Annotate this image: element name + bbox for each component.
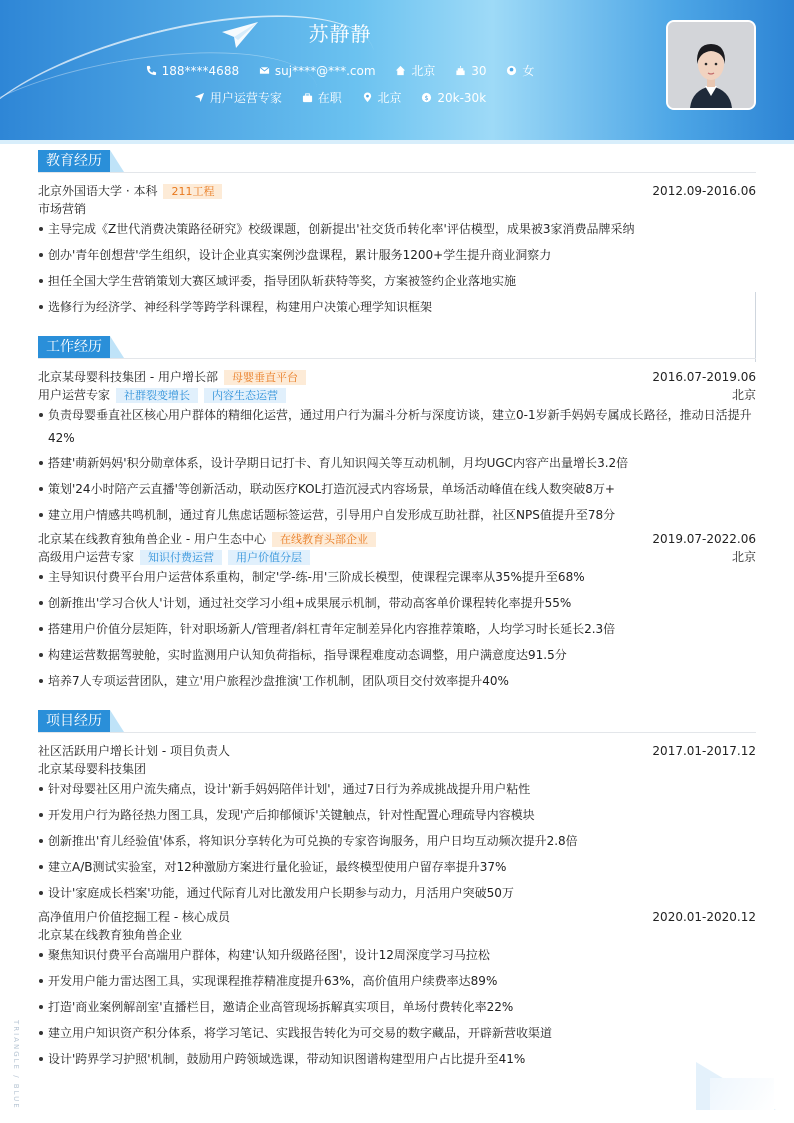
project-dates: 2020.01-2020.12 xyxy=(652,910,756,924)
portrait-image xyxy=(668,22,754,108)
work-title-text: 工作经历 xyxy=(38,336,110,358)
project-org: 北京某母婴科技集团 xyxy=(38,762,147,776)
target-city-item xyxy=(362,89,402,106)
list-item: 创新推出'育儿经验值'体系，将知识分享转化为可兑换的专家咨询服务，用户日均互动频次提升2.8倍 xyxy=(38,830,756,852)
money-icon xyxy=(421,92,432,103)
status-item xyxy=(302,89,342,106)
salary-text: 20k-30k xyxy=(437,91,487,105)
location-pin-icon xyxy=(362,92,373,103)
education-header-line xyxy=(38,183,756,199)
gender-icon xyxy=(506,65,517,76)
list-item: 担任全国大学生营销策划大赛区域评委，指导团队斩获特等奖，方案被签约企业落地实施 xyxy=(38,270,756,292)
school-name: 北京外国语大学 · 本科 xyxy=(38,184,158,198)
list-item: 搭建用户价值分层矩阵，针对职场新人/管理者/斜杠青年定制差异化内容推荐策略，人均学习时长延长2.3倍 xyxy=(38,618,756,640)
list-item: 建立用户情感共鸣机制，通过育儿焦虑话题标签运营，引导用户自发形成互助社群，社区NPS值提升至78分 xyxy=(38,504,756,526)
scroll-divider xyxy=(755,292,756,362)
job-intent-row xyxy=(0,89,680,106)
age-item xyxy=(455,64,486,78)
job-role: 高级用户运营专家 xyxy=(38,550,135,564)
list-item: 设计'家庭成长档案'功能，通过代际育儿对比激发用户长期参与动力，月活用户突破50万 xyxy=(38,882,756,904)
title-tail xyxy=(110,710,124,732)
list-item-continued: 42% xyxy=(48,431,75,445)
position-item xyxy=(194,89,282,106)
section-divider xyxy=(38,172,756,173)
title-tail xyxy=(110,150,124,172)
status-text: 在职 xyxy=(317,91,342,105)
corner-decoration-fade xyxy=(710,1078,774,1110)
job-role: 用户运营专家 xyxy=(38,388,111,402)
list-item: 构建运营数据驾驶舱，实时监测用户认知负荷指标，指导课程难度动态调整，用户满意度达91.5分 xyxy=(38,644,756,666)
job-header-line xyxy=(38,531,756,547)
watermark-text: TRIANGLE / BLUE xyxy=(12,1020,20,1110)
list-item: 打造'商业案例解剖室'直播栏目，邀请企业高管现场拆解真实项目，单场付费转化率22% xyxy=(38,996,756,1018)
list-item: 建立A/B测试实验室，对12种激励方案进行量化验证，最终模型使用户留存率提升37% xyxy=(38,856,756,878)
email-text: suj****@***.com xyxy=(274,64,376,78)
age-text: 30 xyxy=(471,64,487,78)
project-name: 社区活跃用户增长计划 - 项目负责人 xyxy=(38,744,230,758)
list-item: 创办'青年创想营'学生组织，设计企业真实案例沙盘课程，累计服务1200+学生提升商业洞察力 xyxy=(38,244,756,266)
phone-text: 188****4688 xyxy=(161,64,240,78)
list-item: 设计'跨界学习护照'机制，鼓励用户跨领域选课，带动知识图谱构建型用户占比提升至41% xyxy=(38,1048,756,1070)
skill-tag: 内容生态运营 xyxy=(204,388,286,403)
job-role-line xyxy=(38,549,756,565)
list-item: 主导知识付费平台用户运营体系重构，制定'学-练-用'三阶成长模型，使课程完课率从35%提升至68% xyxy=(38,566,756,588)
target-city-text: 北京 xyxy=(377,91,402,105)
phone-item xyxy=(146,64,239,78)
cake-icon xyxy=(455,65,466,76)
projects-section-title xyxy=(38,710,124,732)
job-header-line xyxy=(38,369,756,385)
profile-photo xyxy=(666,20,756,110)
list-item: 建立用户知识资产积分体系，将学习笔记、实践报告转化为可交易的数字藏品，开辟新营收渠道 xyxy=(38,1022,756,1044)
education-dates: 2012.09-2016.06 xyxy=(652,184,756,198)
school-badge: 211工程 xyxy=(163,184,222,199)
contact-row xyxy=(0,62,680,79)
header-underline xyxy=(0,140,794,144)
skill-tag: 用户价值分层 xyxy=(228,550,310,565)
company-name: 北京某在线教育独角兽企业 - 用户生态中心 xyxy=(38,532,266,546)
project-header-line xyxy=(38,743,756,759)
list-item: 策划'24小时陪产云直播'等创新活动，联动医疗KOL打造沉浸式内容场景，单场活动峰值在线人数突破8万+ xyxy=(38,478,756,500)
company-badge: 母婴垂直平台 xyxy=(224,370,306,385)
mail-icon xyxy=(259,65,270,76)
projects-title-text: 项目经历 xyxy=(38,710,110,732)
city-text: 北京 xyxy=(411,64,436,78)
send-icon xyxy=(194,92,205,103)
list-item: 搭建'萌新妈妈'积分勋章体系，设计孕期日记打卡、育儿知识闯关等互动机制，月均UGC内容产出量增长3.2倍 xyxy=(38,452,756,474)
candidate-name: 苏静静 xyxy=(308,22,372,46)
skill-tag: 知识付费运营 xyxy=(140,550,222,565)
project-dates: 2017.01-2017.12 xyxy=(652,744,756,758)
list-item: 针对母婴社区用户流失痛点，设计'新手妈妈陪伴计划'，通过7日行为养成挑战提升用户粘性 xyxy=(38,778,756,800)
job-location: 北京 xyxy=(731,550,756,564)
education-title-text: 教育经历 xyxy=(38,150,110,172)
project-org: 北京某在线教育独角兽企业 xyxy=(38,928,183,942)
position-text: 用户运营专家 xyxy=(209,91,282,105)
job-location: 北京 xyxy=(731,388,756,402)
list-item: 创新推出'学习合伙人'计划，通过社交学习小组+成果展示机制，带动高客单价课程转化率提升55% xyxy=(38,592,756,614)
list-item: 选修行为经济学、神经科学等跨学科课程，构建用户决策心理学知识框架 xyxy=(38,296,756,318)
job-dates: 2019.07-2022.06 xyxy=(652,532,756,546)
company-name: 北京某母婴科技集团 - 用户增长部 xyxy=(38,370,218,384)
svg-text:$: $ xyxy=(424,93,429,102)
education-section-title xyxy=(38,150,124,172)
gender-text: 女 xyxy=(522,64,535,78)
list-item: 开发用户行为路径热力图工具，发现'产后抑郁倾诉'关键触点，针对性配置心理疏导内容模块 xyxy=(38,804,756,826)
company-badge: 在线教育头部企业 xyxy=(272,532,376,547)
section-divider xyxy=(38,358,756,359)
resume-header xyxy=(0,0,794,140)
phone-icon xyxy=(146,65,157,76)
education-major: 市场营销 xyxy=(38,202,87,216)
list-item: 培养7人专项运营团队，建立'用户旅程沙盘推演'工作机制，团队项目交付效率提升40% xyxy=(38,670,756,692)
job-role-line xyxy=(38,387,756,403)
list-item: 负责母婴垂直社区核心用户群体的精细化运营，通过用户行为漏斗分析与深度访谈，建立0-1岁新手妈妈专属成长路径，推动日活提升 xyxy=(38,404,756,426)
salary-item xyxy=(421,91,486,105)
work-section-title xyxy=(38,336,124,358)
list-item: 聚焦知识付费平台高端用户群体，构建'认知升级路径图'，设计12周深度学习马拉松 xyxy=(38,944,756,966)
list-item: 主导完成《Z世代消费决策路径研究》校级课题，创新提出'社交货币转化率'评估模型，成果被3家消费品牌采纳 xyxy=(38,218,756,240)
city-item xyxy=(395,62,435,79)
gender-item xyxy=(506,62,534,79)
job-dates: 2016.07-2019.06 xyxy=(652,370,756,384)
home-icon xyxy=(395,65,406,76)
section-divider xyxy=(38,732,756,733)
email-item xyxy=(259,64,376,78)
skill-tag: 社群裂变增长 xyxy=(116,388,198,403)
briefcase-icon xyxy=(302,92,313,103)
project-header-line xyxy=(38,909,756,925)
title-tail xyxy=(110,336,124,358)
list-item: 开发用户能力雷达图工具，实现课程推荐精准度提升63%，高价值用户续费率达89% xyxy=(38,970,756,992)
project-name: 高净值用户价值挖掘工程 - 核心成员 xyxy=(38,910,230,924)
